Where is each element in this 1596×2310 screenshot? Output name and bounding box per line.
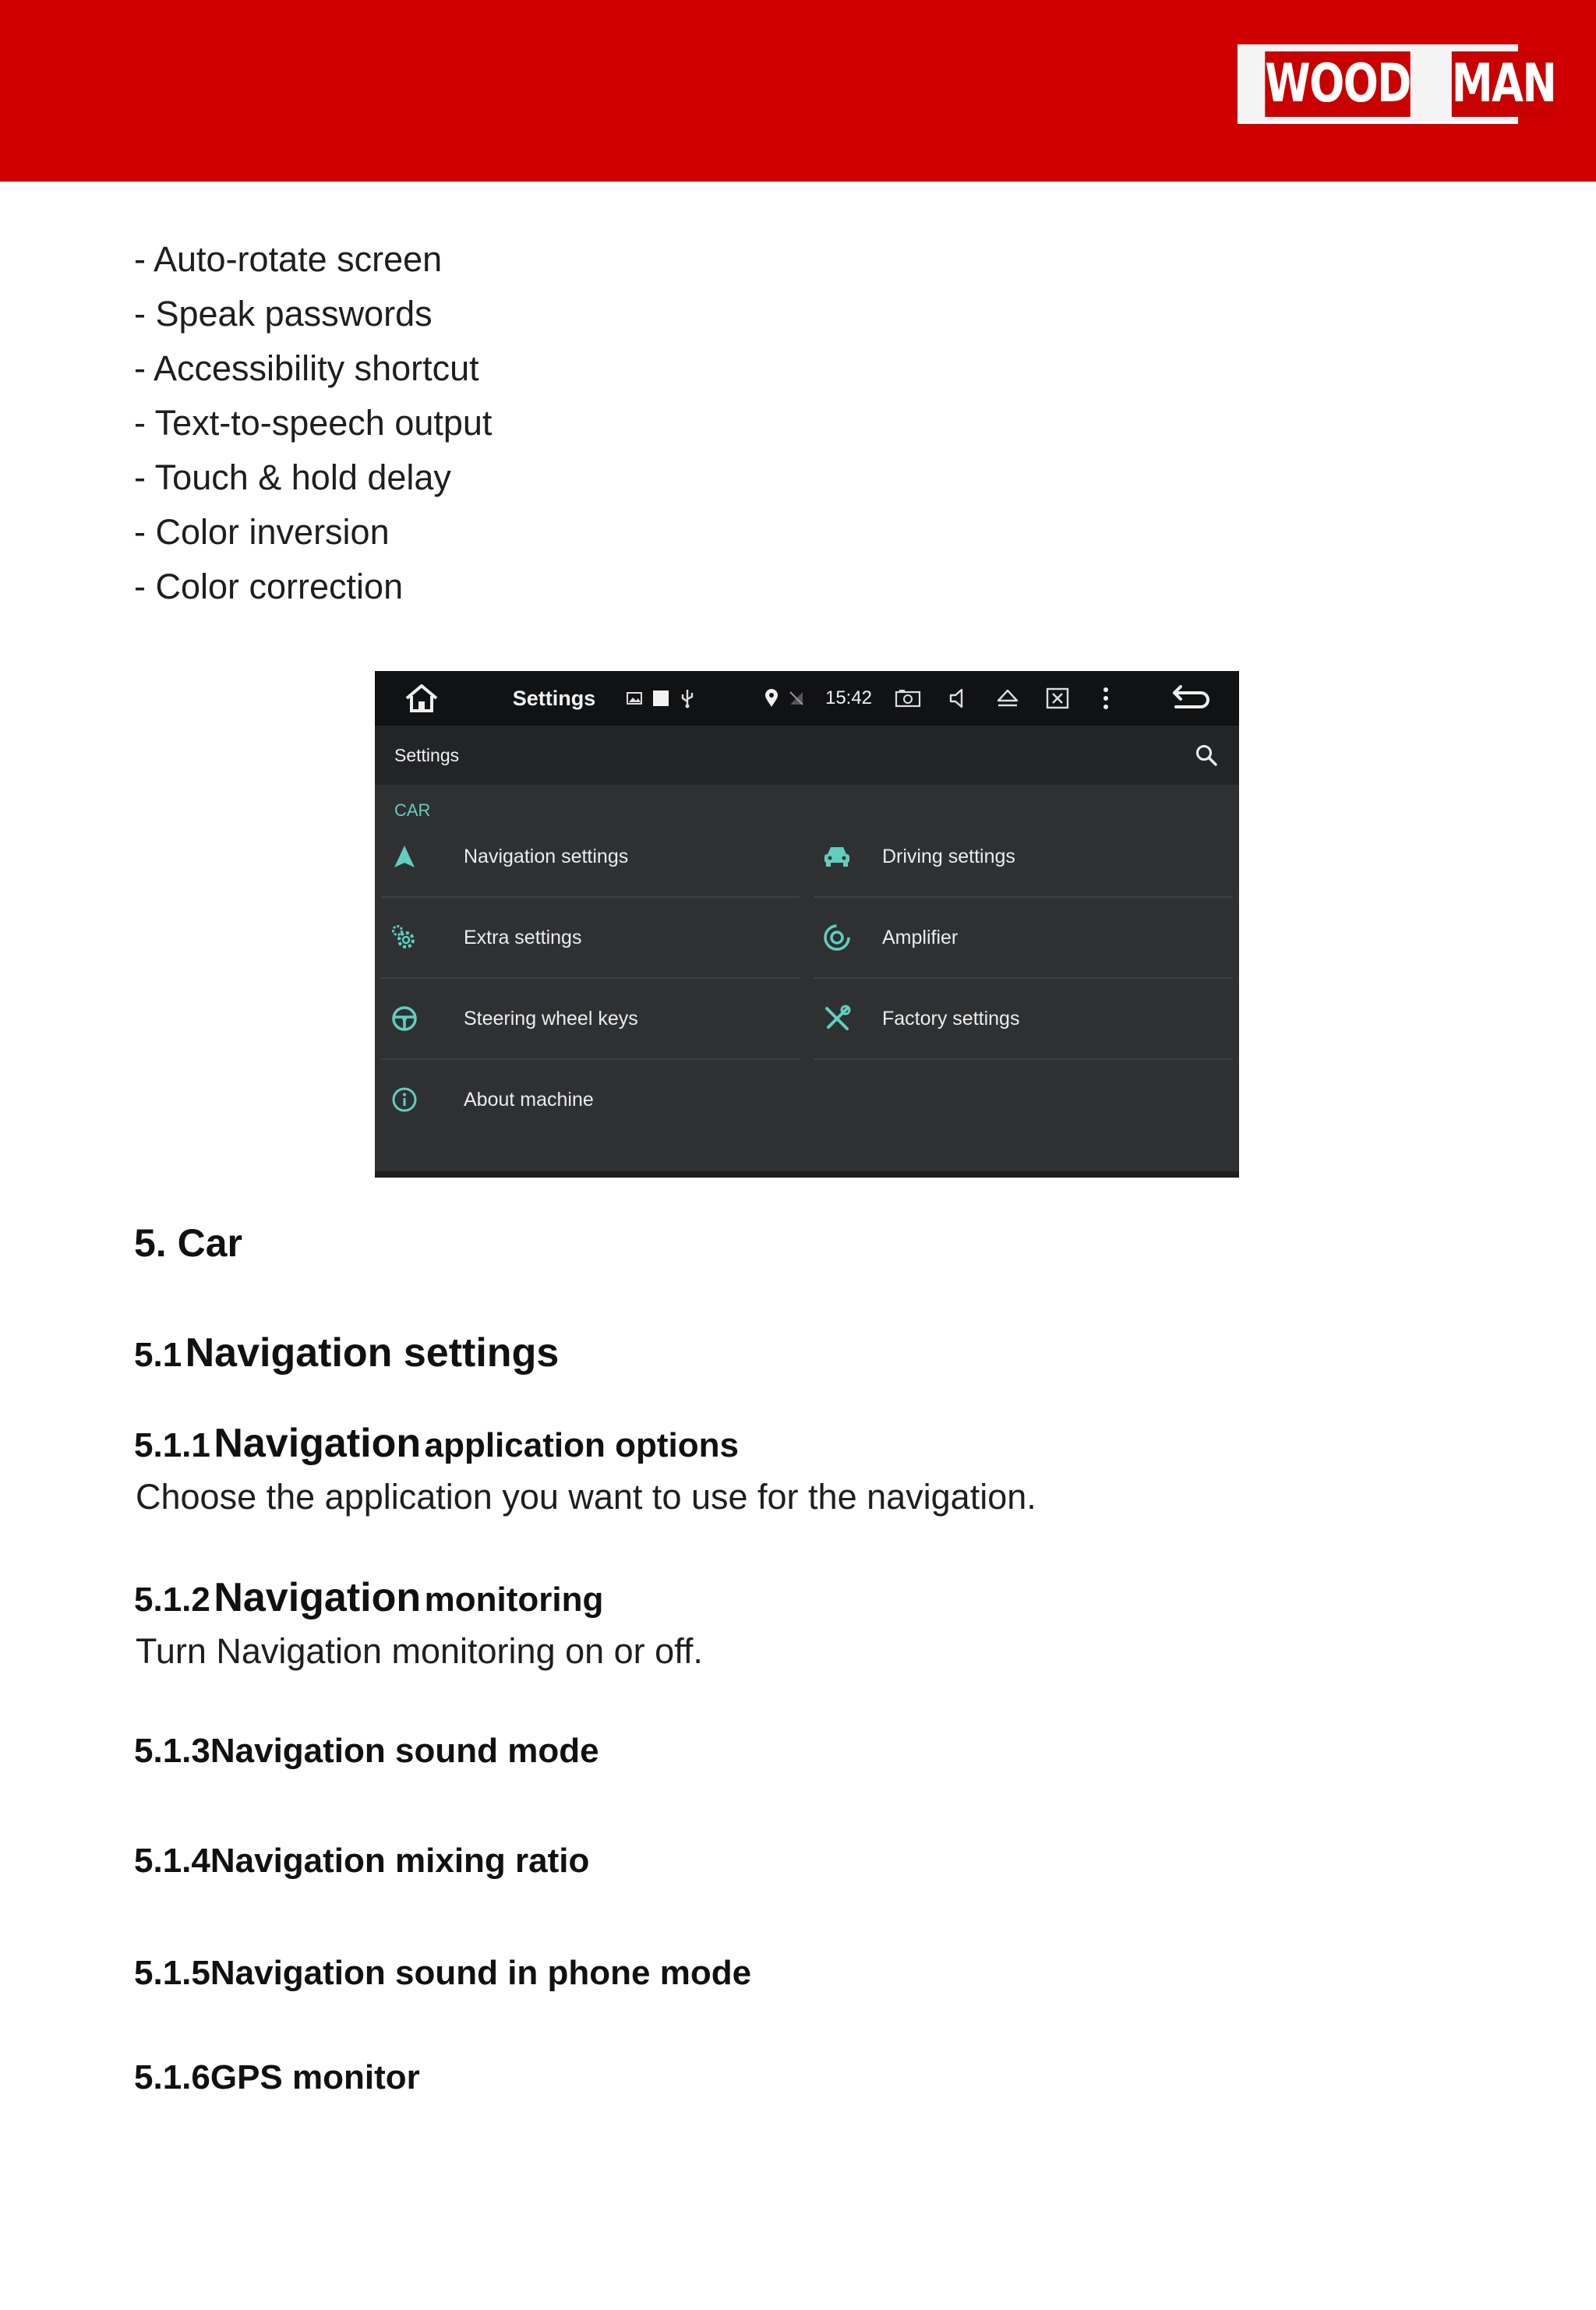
option-heading <box>134 2058 420 2097</box>
status-bar-title: Settings <box>512 686 596 710</box>
settings-item-factory[interactable] <box>807 978 1239 1059</box>
heading-number: 5.1 <box>134 1336 182 1374</box>
list-item: - Text-to-speech output <box>134 403 493 443</box>
close-window-icon[interactable] <box>1040 671 1075 726</box>
option-heading <box>134 1574 603 1621</box>
home-icon[interactable] <box>398 671 445 726</box>
heading-title: Navigation settings <box>185 1330 560 1376</box>
settings-item-label: Navigation settings <box>464 845 629 867</box>
volume-icon[interactable] <box>941 671 975 726</box>
option-description: Choose the application you want to use for the navigation. <box>136 1477 1036 1517</box>
list-item: - Color correction <box>134 567 404 606</box>
more-options-icon[interactable] <box>1089 671 1123 726</box>
app-bar-title: Settings <box>394 744 460 765</box>
status-bar <box>375 671 1239 726</box>
option-heading <box>134 1420 739 1467</box>
option-description: Turn Navigation monitoring on or off. <box>136 1631 703 1671</box>
camera-icon[interactable] <box>891 671 925 726</box>
car-icon <box>823 842 851 871</box>
option-heading <box>134 1842 589 1881</box>
settings-item-steering-wheel[interactable] <box>375 978 806 1059</box>
woodman-logo <box>1238 44 1556 124</box>
settings-item-label: Amplifier <box>882 926 959 948</box>
header-bar <box>0 0 1596 182</box>
navigation-arrow-icon <box>390 842 418 871</box>
settings-item-label: Steering wheel keys <box>464 1007 638 1030</box>
speaker-icon <box>823 924 851 952</box>
heading-title: Navigation <box>214 1421 422 1466</box>
status-time: 15:42 <box>824 687 873 708</box>
list-item: - Accessibility shortcut <box>134 348 479 388</box>
settings-item-navigation[interactable] <box>375 816 806 897</box>
eject-icon[interactable] <box>990 671 1025 726</box>
heading-number: 5.1.2 <box>134 1581 210 1619</box>
settings-item-extra[interactable] <box>375 897 806 978</box>
list-item: - Speak passwords <box>134 294 433 334</box>
section-label-car: CAR <box>394 800 431 820</box>
logo-man: MAN <box>1452 51 1556 117</box>
usb-icon <box>676 671 699 726</box>
list-item: - Color inversion <box>134 512 390 552</box>
heading-title: 5.1.4Navigation mixing ratio <box>134 1842 590 1880</box>
gears-icon <box>390 924 418 952</box>
back-icon[interactable] <box>1163 671 1218 726</box>
signal-icon <box>785 671 808 726</box>
settings-item-label: Extra settings <box>464 926 582 948</box>
location-icon <box>760 671 783 726</box>
settings-item-label: Driving settings <box>882 845 1015 867</box>
search-icon[interactable] <box>1192 740 1221 770</box>
list-item: - Auto-rotate screen <box>134 239 443 279</box>
info-icon <box>390 1086 418 1114</box>
option-heading <box>134 1954 751 1993</box>
heading-subtitle: application options <box>424 1426 739 1464</box>
heading-title: 5.1.3Navigation sound mode <box>134 1732 599 1770</box>
settings-item-amplifier[interactable] <box>807 897 1239 978</box>
settings-item-label: About machine <box>464 1088 594 1111</box>
option-heading <box>134 1732 599 1771</box>
logo-wood: WOOD <box>1265 51 1410 117</box>
app-bar <box>375 726 1239 785</box>
heading-subtitle: monitoring <box>424 1581 604 1619</box>
settings-item-driving[interactable] <box>807 816 1239 897</box>
accessibility-options-list <box>134 232 492 614</box>
heading-title: 5.1.6GPS monitor <box>134 2058 420 2096</box>
divider <box>814 1058 1233 1060</box>
subsection-heading <box>134 1330 559 1376</box>
screenshot-bottom-edge <box>375 1171 1239 1178</box>
list-item: - Touch & hold delay <box>134 457 451 497</box>
settings-item-about[interactable] <box>375 1059 806 1140</box>
settings-item-label: Factory settings <box>882 1007 1020 1030</box>
heading-number: 5.1.1 <box>134 1426 210 1464</box>
section-title: 5. Car <box>134 1221 242 1265</box>
heading-title: Navigation <box>214 1575 422 1620</box>
image-icon <box>623 671 646 726</box>
square-icon <box>649 671 673 726</box>
heading-title: 5.1.5Navigation sound in phone mode <box>134 1954 752 1992</box>
tools-icon <box>823 1005 851 1033</box>
steering-wheel-icon <box>390 1005 418 1033</box>
settings-screenshot <box>375 671 1239 1178</box>
